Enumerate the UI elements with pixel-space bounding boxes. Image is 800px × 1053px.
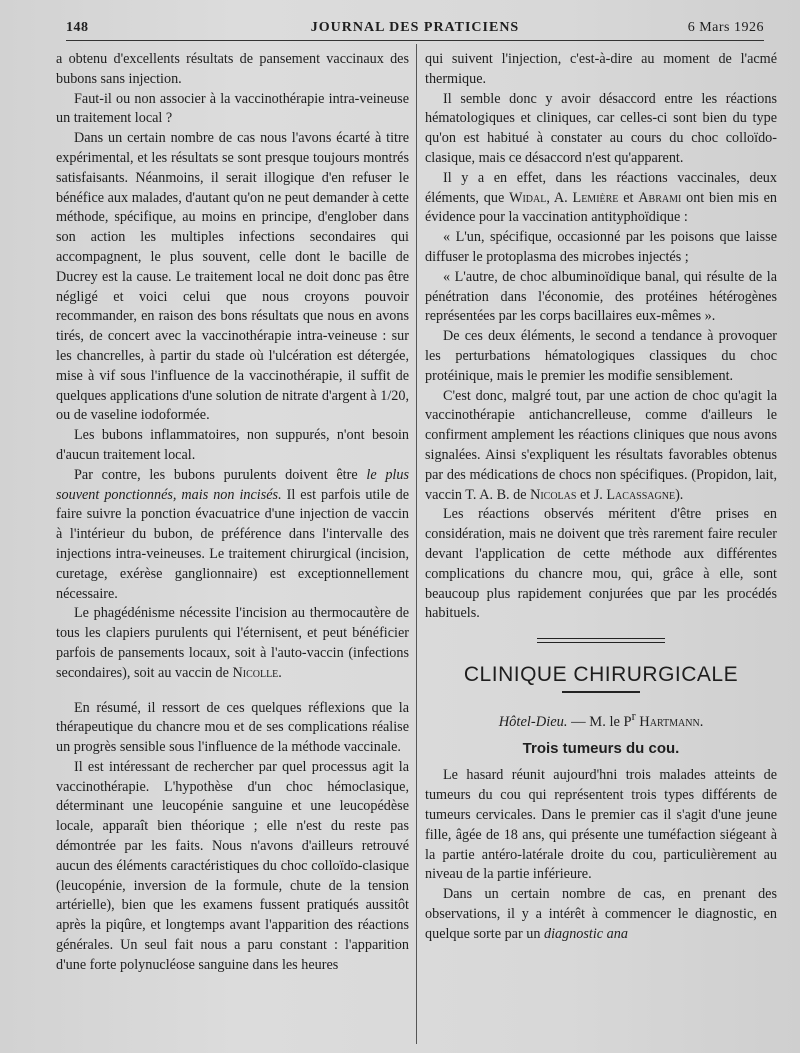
section-title: CLINIQUE CHIRURGICALE	[463, 663, 739, 687]
text-run: et J.	[576, 486, 607, 503]
paragraph	[425, 885, 777, 944]
paragraph: Le hasard réunit aujourd'hni trois malades atteints de tumeurs du cou qui représentent trois types différents de tumeurs cervicales. Dans le premier cas il s'agit d'une jeune fille, âgée de 18 ans, qui présente une tuméfaction siégeant à la partie antéro-latérale droite du cou, particulièrement au niveau de la partie inférieure.	[425, 767, 777, 883]
left-column	[56, 50, 409, 976]
paragraph	[425, 169, 777, 228]
hospital-name: Hôtel-Dieu.	[498, 713, 568, 730]
section-separator	[537, 638, 665, 643]
paragraph-gap	[56, 684, 409, 699]
paragraph: a obtenu d'excellents résultats de pansement vaccinaux des bubons sans injection.	[56, 51, 409, 87]
text-run: ont bien mis en évidence pour la vaccination antityphoïdique :	[425, 189, 777, 226]
paragraph: De ces deux éléments, le second a tendance à provoquer les perturbations hématologiques classiques du choc protéinique, mais le premier les modifie sensiblement.	[425, 328, 777, 384]
paragraph	[56, 604, 409, 683]
journal-title: JOURNAL DES PRATICIENS	[310, 20, 520, 35]
italic-text: diagnostic ana	[543, 925, 628, 942]
superscript: r	[631, 708, 636, 723]
text-run: — M. le P	[567, 713, 632, 730]
paragraph: Les bubons inflammatoires, non suppurés, n'ont besoin d'aucun traitement local.	[56, 427, 409, 463]
right-column	[425, 50, 777, 945]
text-run: , A.	[546, 189, 573, 206]
text-run: .	[699, 713, 704, 730]
paragraph: Il semble donc y avoir désaccord entre les réactions hématologiques et cliniques, car celles-ci sont bien du type qu'on est habitué à constater au cours du choc colloïdo-clasique, mais ce désaccord n'est qu'apparent.	[425, 90, 777, 166]
quote-paragraph: « L'autre, de choc albuminoïdique banal, qui résulte de la pénétration dans l'économie, des protéines hétérogènes représentées par les corps bacillaires eux-mêmes ».	[425, 268, 777, 325]
author-name: Nicolas	[530, 486, 577, 503]
page-header	[66, 18, 764, 41]
author-name: Lacassagne	[606, 486, 676, 503]
column-divider	[416, 44, 417, 1044]
title-underline	[562, 691, 640, 693]
author-name: Abrami	[638, 189, 682, 206]
author-name: Nicolle	[232, 664, 279, 681]
lecturer-name: Hartmann	[639, 713, 700, 730]
paragraph	[425, 387, 777, 506]
paragraph: Il est intéressant de rechercher par quel processus agit la vaccinothérapie. L'hypothèse d'un choc hémoclasique, déterminant une leucopénie sanguine et une leucopédèse locale, apparaît bien théorique ; elle n'est du reste pas démontrée par les faits. Nous n'avons d'ailleurs retrouvé aucun des éléments caractéristiques du choc colloïdo-clasique (leucopénie, inversion de la formule, chute de la tension artérielle), bien que les examens fussent pratiqués aussitôt après la piqûre, et longtemps avant l'apparition des réactions générales. Un seul fait nous a paru constant : l'apparition d'une forte polynucléose sanguine dans les heures	[56, 758, 409, 973]
text-run: C'est donc, malgré tout, par une action de choc qu'agit la vaccinothérapie antichancrelleuse, comme d'ailleurs le confirment amplement les réactions cliniques que nous avons signalées. Ainsi s'expliquent les résultats favorables obtenus par des médications de chocs non spécifiques. (Propidon, lait, vaccin T. A. B. de	[425, 387, 777, 503]
paragraph: Dans un certain nombre de cas nous l'avons écarté à titre expérimental, et les résultats se sont presque toujours montrés satisfaisants. Néanmoins, il serait illogique d'en refuser le bénéfice aux malades, d'autant qu'on ne peut demander à cette méthode, spécifique, au moins en principe, d'englober dans son action les multiples infections secondaires qui accompagnent, le plus souvent, celle dont le bacille de Ducrey est la cause. Le traitement local ne doit donc pas être négligé et voici celui que nous croyons pouvoir recommander, en raison des bons résultats que nous en avons tirés, de concert avec la vaccinothérapie intra-veineuse : sur les chancrelles, à partir du stade où l'ulcération est détergée, mise à vif sous l'influence de la vaccinothérapie, il suffit de quelques applications d'une solution de nitrate d'argent à 1/20, ou de vaseline iodoformée.	[56, 130, 409, 424]
text-run: ).	[675, 486, 684, 503]
paragraph: qui suivent l'injection, c'est-à-dire au moment de l'acmé thermique.	[425, 51, 777, 87]
paragraph: En résumé, il ressort de ces quelques réflexions que la thérapeutique du chancre mou et de ses complications réalise un progrès sensible sous l'influence de la méthode vaccinale.	[56, 699, 409, 756]
text-run: et	[618, 189, 639, 206]
quote-paragraph: « L'un, spécifique, occasionné par les poisons que laisse diffuser le protoplasma des microbes injectés ;	[425, 229, 777, 265]
issue-date: 6 Mars 1926	[687, 20, 764, 35]
text-run: Par contre, les bubons purulents doivent être	[74, 466, 367, 483]
paragraph: Les réactions observés méritent d'être prises en considération, mais ne doivent que très rarement faire reculer devant l'application de cette méthode aux différentes complications du chancre mou, qui, grâce à elle, sont beaucoup plus rapidement conjurées que par les procédés habituels.	[425, 506, 777, 622]
text-run: .	[278, 664, 282, 681]
page-number: 148	[66, 20, 89, 35]
lecture-byline	[425, 707, 777, 733]
author-name: Lemière	[572, 189, 619, 206]
text-run: Il y a en effet, dans les réactions vaccinales, deux éléments, que	[425, 169, 777, 206]
article-title: Trois tumeurs du cou.	[522, 739, 680, 757]
italic-text: le plus souvent ponctionnés, mais non incisés.	[56, 466, 409, 503]
text-run: Dans un certain nombre de cas, en prenant des observations, il y a intérêt à commencer le diagnostic, en quelque sorte par un	[425, 886, 777, 942]
author-name: Widal	[509, 189, 547, 206]
text-run: Le phagédénisme nécessite l'incision au thermocautère de tous les clapiers purulents qui l'éternisent, et peut bénéficier parfois de pansements locaux, soit à l'auto-vaccin (infections secondaires), soit au vaccin de	[56, 605, 409, 681]
paragraph	[56, 466, 409, 605]
text-run: Il est parfois utile de faire suivre la ponction évacuatrice d'une injection de vaccin à l'intérieur du bubon, de préférence dans l'intervalle des injections intra-veineuses. Le traitement chirurgical (incision, curetage, exérèse ganglionnaire) est exceptionnellement nécessaire.	[56, 486, 409, 602]
paragraph: Faut-il ou non associer à la vaccinothérapie intra-veineuse un traitement local ?	[56, 90, 409, 127]
